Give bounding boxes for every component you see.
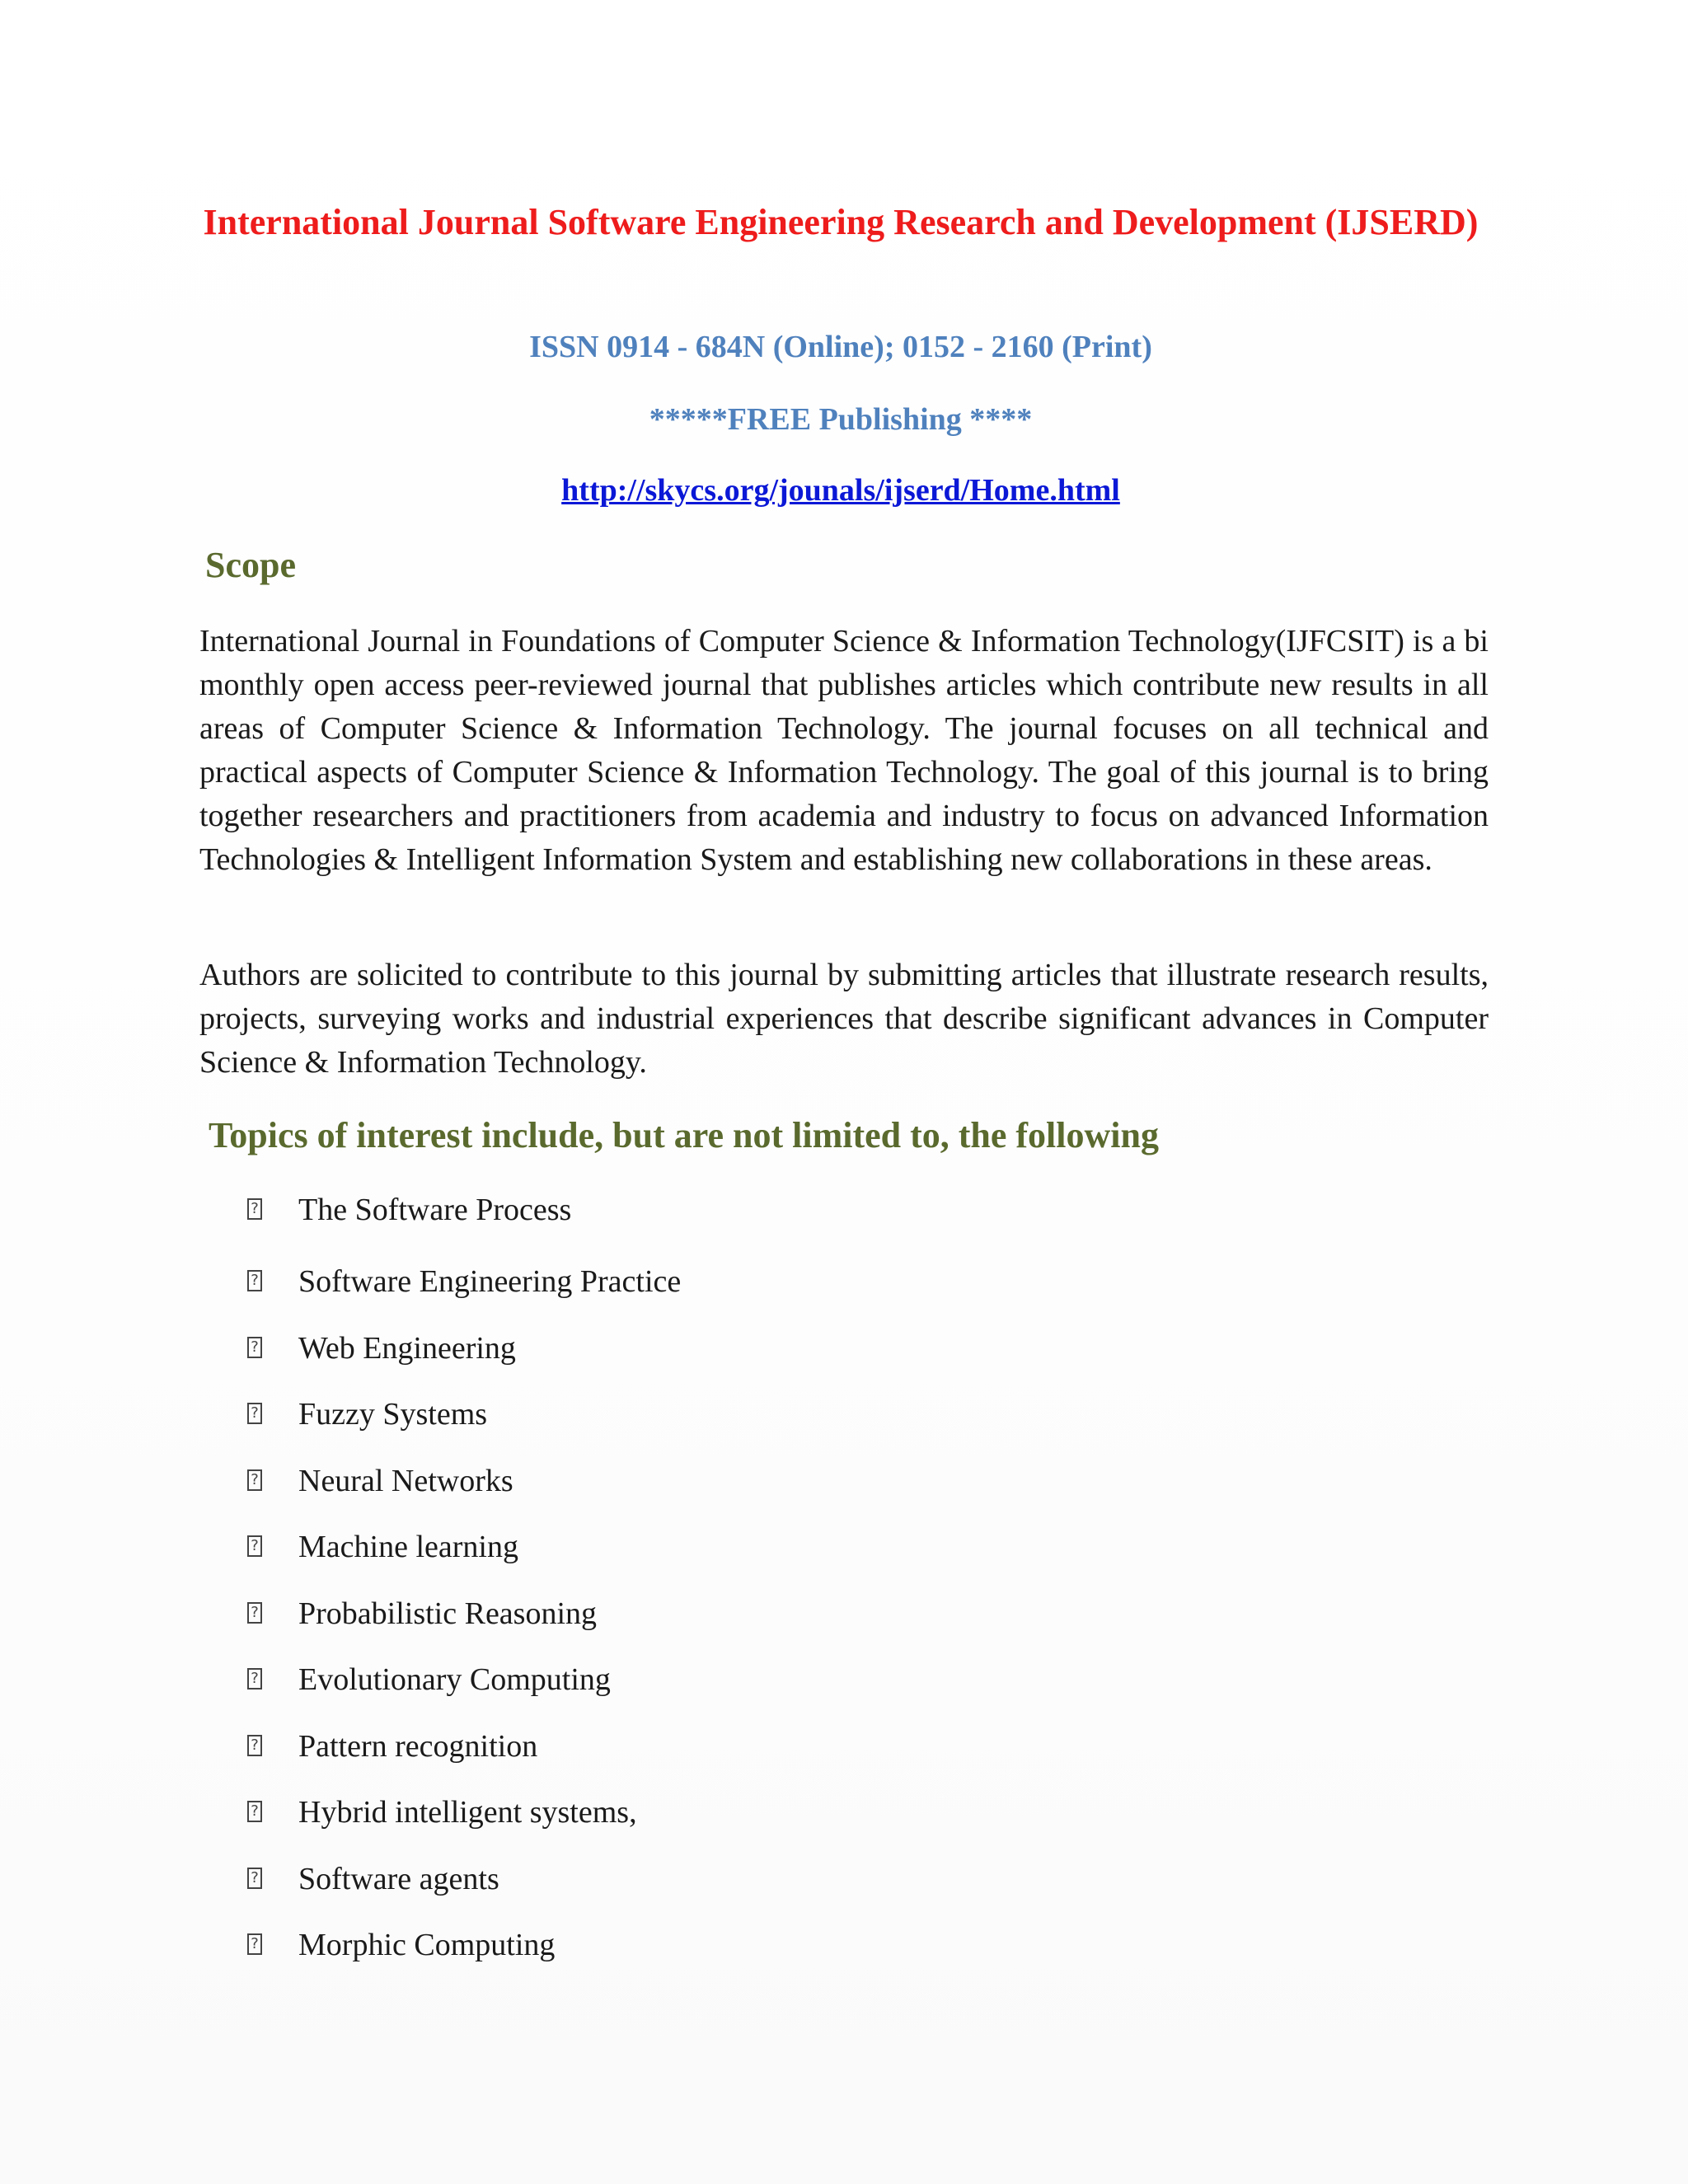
issn-line: ISSN 0914 - 684N (Online); 0152 - 2160 (Print)	[529, 330, 1152, 364]
free-publishing-line: *****FREE Publishing ****	[649, 402, 1033, 437]
bullet-placeholder-icon: ?	[247, 1469, 262, 1491]
topic-label: Machine learning	[298, 1530, 518, 1564]
topic-item	[0, 1922, 989, 1968]
topic-label: Morphic Computing	[298, 1928, 556, 1962]
journal-url-link[interactable]: http://skycs.org/jounals/ijserd/Home.html	[561, 473, 1120, 508]
topic-item	[0, 1458, 989, 1504]
topic-item	[0, 1723, 989, 1769]
topic-label: Web Engineering	[298, 1331, 516, 1366]
topic-item	[0, 1258, 989, 1305]
journal-title: International Journal Software Engineering Research and Development (IJSERD)	[203, 202, 1479, 242]
topic-label: Pattern recognition	[298, 1729, 538, 1764]
bullet-placeholder-icon: ?	[247, 1270, 262, 1291]
bullet-placeholder-icon: ?	[247, 1933, 262, 1955]
topic-item	[0, 1657, 989, 1703]
bullet-placeholder-icon: ?	[247, 1668, 262, 1690]
topic-item	[0, 1325, 989, 1371]
journal-url-line	[198, 470, 1484, 511]
topic-label: Evolutionary Computing	[298, 1662, 611, 1697]
topic-label: Neural Networks	[298, 1464, 513, 1498]
scope-paragraph-2: Authors are solicited to contribute to this journal by submitting articles that illustrate research results, projects, surveying works and industrial experiences that describe significant advances in Computer Science & Information Technology.	[199, 958, 1489, 1080]
bullet-placeholder-icon: ?	[247, 1198, 262, 1220]
topic-item	[0, 1187, 989, 1233]
topic-item	[0, 1591, 989, 1637]
scope-heading: Scope	[205, 545, 296, 585]
bullet-placeholder-icon: ?	[247, 1801, 262, 1822]
topic-item	[0, 1789, 989, 1835]
topic-label: Fuzzy Systems	[298, 1397, 488, 1432]
bullet-placeholder-icon: ?	[247, 1868, 262, 1889]
bullet-placeholder-icon: ?	[247, 1535, 262, 1557]
topics-heading: Topics of interest include, but are not limited to, the following	[209, 1115, 1159, 1155]
topic-item	[0, 1856, 989, 1902]
topic-item	[0, 1391, 989, 1437]
bullet-placeholder-icon: ?	[247, 1735, 262, 1756]
topic-item	[0, 1524, 989, 1570]
bullet-placeholder-icon: ?	[247, 1337, 262, 1358]
bullet-placeholder-icon: ?	[247, 1403, 262, 1424]
topic-label: Hybrid intelligent systems,	[298, 1795, 637, 1830]
topic-label: Software Engineering Practice	[298, 1264, 682, 1299]
bullet-placeholder-icon: ?	[247, 1602, 262, 1624]
topic-label: The Software Process	[298, 1193, 572, 1227]
topic-label: Probabilistic Reasoning	[298, 1596, 598, 1631]
scope-paragraph-1: International Journal in Foundations of Computer Science & Information Technology(IJFCSIT) is a bi monthly open access peer-reviewed journal that publishes articles which contribute new results in all areas of Computer Science & Information Technology. The journal focuses on all technical and practical aspects of Computer Science & Information Technology. The goal of this journal is to bring together researchers and practitioners from academia and industry to focus on advanced Information Technologies & Intelligent Information System and establishing new collaborations in these areas.	[199, 624, 1489, 877]
topic-label: Software agents	[298, 1862, 499, 1896]
